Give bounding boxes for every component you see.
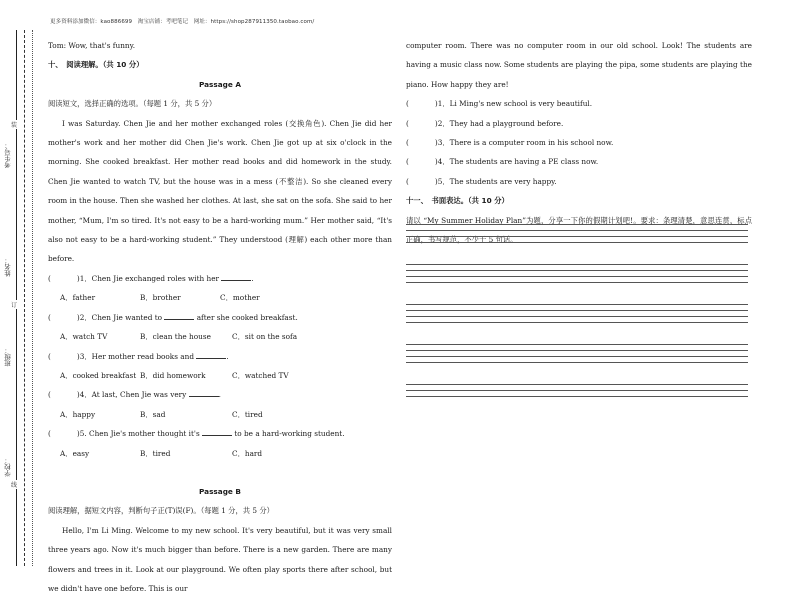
option-a: A．father: [60, 293, 96, 303]
writing-line: [406, 310, 748, 311]
answer-blank[interactable]: [189, 389, 219, 397]
passage-a-title: Passage A: [198, 79, 242, 89]
binding-label-school: 学校：: [4, 457, 12, 477]
option-c: C．hard: [232, 448, 263, 458]
tf-question-4: ( )4．The students are having a PE class now.: [406, 157, 599, 167]
writing-line: [406, 224, 748, 225]
writing-line: [406, 242, 748, 243]
question-text: )4．At last, Chen Jie was very: [76, 390, 187, 400]
option-c: C．mother: [220, 293, 260, 303]
writing-line: [406, 304, 748, 305]
writing-line: [406, 362, 748, 363]
answer-blank[interactable]: [164, 312, 194, 320]
passage-b-text-continued: computer room. There was no computer room in our old school. Look! The students are having a music class now. Some students are playing the pipa, some students are playing the piano. How happy they are!: [406, 41, 752, 89]
writing-line: [406, 350, 748, 351]
option-b: B．sad: [140, 409, 166, 419]
writing-line: [406, 276, 748, 277]
option-b: B．brother: [140, 293, 181, 303]
passage-a-question-4: ( )4．At last, Chen Jie was very . A．happy B．sad C．tired: [48, 385, 392, 424]
option-b: B．clean the house: [140, 332, 211, 342]
tf-question-5: ( )5．The students are very happy.: [406, 176, 557, 186]
binding-mark-xian: 线: [11, 482, 18, 489]
binding-label-exam-number: 考生号：: [4, 142, 12, 168]
section-10-title: 十、 阅读理解。（共 10 分）: [48, 60, 144, 70]
option-c: C．tired: [232, 409, 263, 419]
binding-margin: [0, 0, 40, 566]
question-text: )5. Chen Jie's mother thought it's: [76, 429, 200, 439]
option-b: B．tired: [140, 448, 171, 458]
passage-a-question-1: ( )1．Chen Jie exchanged roles with her . A．father B．brother C．mother: [48, 269, 392, 308]
question-text: )3．Her mother read books and: [76, 351, 195, 361]
writing-prompt: 请以 “My Summer Holiday Plan”为题，分享一下你的假期计划吧!。要求：条理清楚，意思连贯，标点正确，书写规范，不少于 5 句话。: [406, 215, 752, 245]
writing-line: [406, 390, 748, 391]
passage-a-question-3: ( )3．Her mother read books and . A．cooked breakfast B．did homework C．watched TV: [48, 347, 392, 386]
option-b: B．did homework: [140, 370, 206, 380]
binding-label-name: 姓名：: [4, 257, 12, 277]
binding-mark-ding: 订: [11, 302, 18, 309]
question-text: )2．Chen Jie wanted to: [76, 312, 163, 322]
writing-line: [406, 270, 748, 271]
answer-blank[interactable]: [202, 428, 232, 436]
right-column: [406, 36, 752, 249]
binding-dotted-line: [32, 30, 33, 566]
passage-b-title: Passage B: [199, 486, 241, 496]
question-text: )1．Chen Jie exchanged roles with her: [76, 273, 220, 283]
writing-line: [406, 384, 748, 385]
passage-a-text: I was Saturday. Chen Jie and her mother exchanged roles (交换角色). Chen Jie did her mother's work and her mother did Chen Jie's work. Chen Jie got up at six o'clock in the morning. She cooked breakfast. Her mother read books and did homework in the study. Chen Jie wanted to watch TV, but the house was in a mess (不整洁). So she cleaned every room in the house. Then she washed her clothes. At last, she sat on the sofa. She said to her mother, “Mum, I'm so tired. It's not easy to be a hard-working mum.” Her mother said, “It's also not easy to be a hard-working student.” They understood (理解) each other more than before.: [48, 118, 392, 264]
passage-a-instruction: 阅读短文，选择正确的选项。（每题 1 分，共 5 分）: [48, 99, 217, 109]
option-a: A．happy: [60, 409, 96, 419]
writing-line: [406, 322, 748, 323]
tf-question-1: ( )1．Li Ming's new school is very beautiful.: [406, 99, 593, 109]
passage-a-question-5: ( )5. Chen Jie's mother thought it's to be a hard-working student. A．easy B．tired C．hard: [48, 424, 392, 463]
writing-line: [406, 282, 748, 283]
option-c: C．sit on the sofa: [232, 332, 298, 342]
writing-line: [406, 344, 748, 345]
tf-question-2: ( )2．They had a playground before.: [406, 118, 564, 128]
writing-line: [406, 230, 748, 231]
option-a: A．watch TV: [60, 332, 108, 342]
option-a: A．cooked breakfast: [60, 370, 137, 380]
answer-blank[interactable]: [221, 273, 251, 281]
passage-a-question-2: ( )2．Chen Jie wanted to after she cooked breakfast. A．watch TV B．clean the house C．sit on the sofa: [48, 308, 392, 347]
answer-blank[interactable]: [196, 351, 226, 359]
header-note: 更多资料添加微信：kao886699 淘宝店铺：考吧笔记 网址：https://shop287911350.taobao.com/: [50, 19, 315, 25]
writing-line: [406, 264, 748, 265]
writing-line: [406, 236, 748, 237]
passage-b-text: Hello, I'm Li Ming. Welcome to my new school. It's very beautiful, but it was very small three years ago. Now it's much bigger than before. There is a new garden. There are many flowers and trees in it. Look at our playground. We often play sports there after school, but we didn't have one before. This is our: [48, 525, 392, 593]
tf-question-3: ( )3．There is a computer room in his school now.: [406, 138, 614, 148]
binding-mark-zhuang: 装: [11, 122, 18, 129]
tom-line: Tom: Wow, that's funny.: [48, 41, 136, 50]
section-11-title: 十一、 书面表达。（共 10 分）: [406, 196, 509, 206]
writing-area[interactable]: [406, 220, 748, 397]
passage-b-instruction: 阅读理解，据短文内容，判断句子正(T)误(F)。（每题 1 分，共 5 分）: [48, 506, 274, 516]
writing-line: [406, 316, 748, 317]
option-a: A．easy: [60, 448, 90, 458]
writing-line: [406, 396, 748, 397]
writing-line: [406, 356, 748, 357]
binding-dashed-line: [24, 30, 25, 566]
option-c: C．watched TV: [232, 370, 289, 380]
left-column: [48, 36, 392, 598]
binding-label-class: 班级：: [4, 347, 12, 367]
